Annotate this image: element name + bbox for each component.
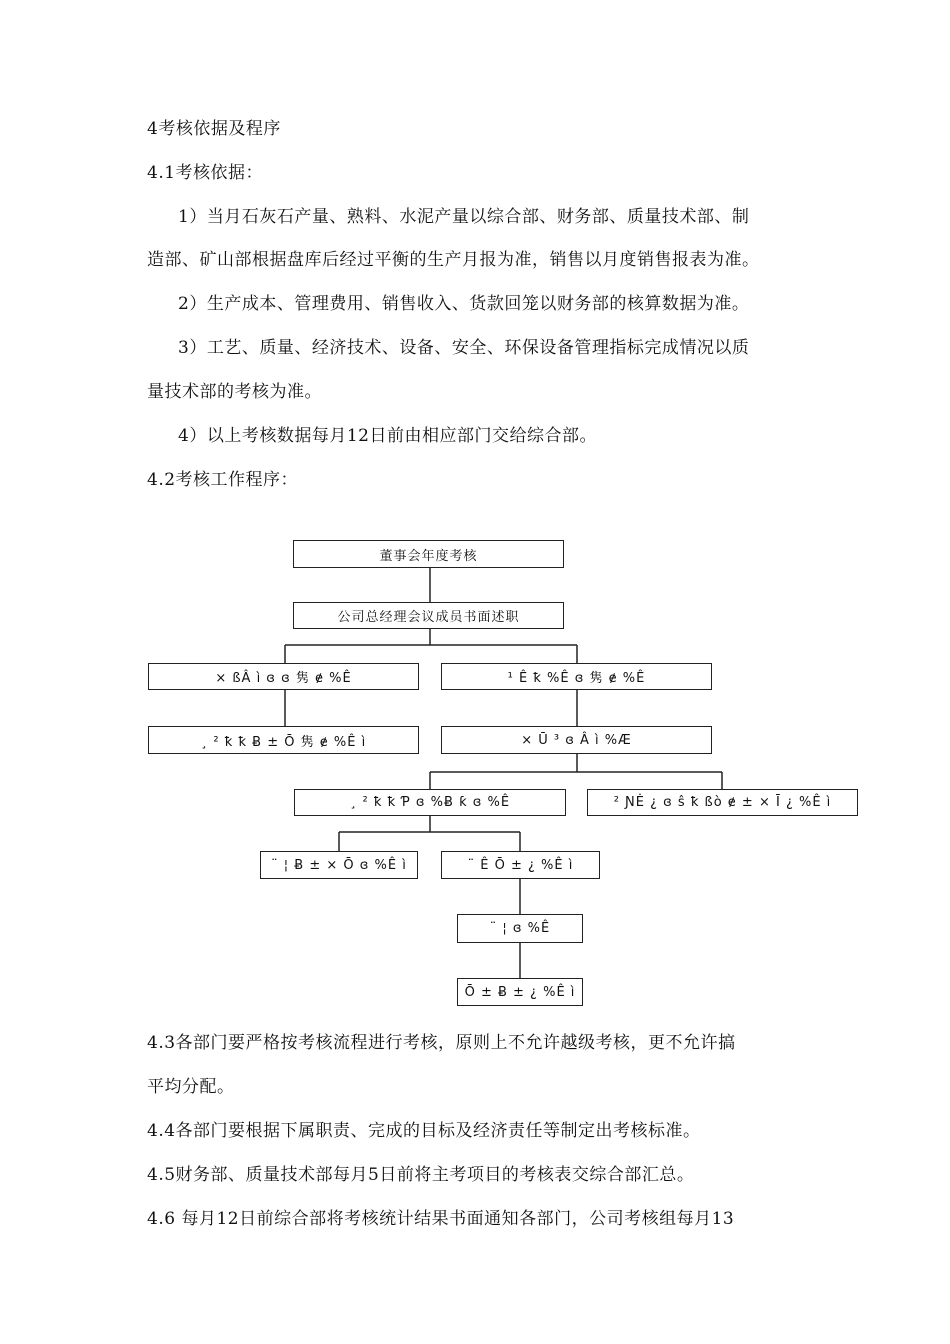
flow-box: ¸ ² ꝁ ꝁ Ƀ ± Ō 隽 ɇ %Ê ì bbox=[148, 726, 419, 754]
paragraph-line: 量技术部的考核为准。 bbox=[147, 382, 322, 402]
subsection-heading: 4.1考核依据： bbox=[147, 163, 264, 183]
flow-box: ¨ ¦ ɞ %Ê bbox=[457, 914, 583, 943]
paragraph-line: 平均分配。 bbox=[147, 1077, 235, 1097]
flow-box: ² ƝĖ ¿ ɞ ŝ ꝁ ßò ɇ ± × Ī ¿ %Ê ì bbox=[587, 789, 858, 816]
section-heading: 4考核依据及程序 bbox=[147, 119, 281, 139]
paragraph-line: 造部、矿山部根据盘库后经过平衡的生产月报为准，销售以月度销售报表为准。 bbox=[147, 250, 760, 270]
paragraph-line: 4.4各部门要根据下属职责、完成的目标及经济责任等制定出考核标准。 bbox=[147, 1121, 701, 1141]
flow-box: × Ū ³ ɞ Â ì %Æ bbox=[441, 726, 712, 754]
flow-box: ¸ ² ꝁ ꝁ Ƥ ɞ %Ƀ ƙ ɞ %Ê bbox=[294, 789, 566, 816]
flow-box: ¨ ¦ Ƀ ± × Ō ɞ %Ê ì bbox=[260, 851, 418, 879]
subsection-heading: 4.2考核工作程序： bbox=[147, 470, 299, 490]
paragraph-line: 4）以上考核数据每月12日前由相应部门交给综合部。 bbox=[178, 426, 597, 446]
paragraph-line: 4.6 每月12日前综合部将考核统计结果书面通知各部门，公司考核组每月13 bbox=[147, 1209, 735, 1229]
flow-box-board-review: 董事会年度考核 bbox=[293, 540, 564, 568]
paragraph-line: 4.5财务部、质量技术部每月5日前将主考项目的考核表交综合部汇总。 bbox=[147, 1165, 695, 1185]
flow-box-manager-report: 公司总经理会议成员书面述职 bbox=[293, 602, 564, 629]
paragraph-line: 2）生产成本、管理费用、销售收入、货款回笼以财务部的核算数据为准。 bbox=[178, 294, 750, 314]
flow-box: × ßÂ ì ɞ ɞ 隽 ɇ %Ê bbox=[148, 663, 419, 690]
paragraph-line: 4.3各部门要严格按考核流程进行考核，原则上不允许越级考核，更不允许搞 bbox=[147, 1033, 736, 1053]
flow-box: ¨ Ê Ō ± ¿ %Ê ì bbox=[441, 851, 600, 879]
flow-box: Ō ± Ƀ ± ¿ %Ê ì bbox=[457, 978, 583, 1006]
paragraph-line: 1）当月石灰石产量、熟料、水泥产量以综合部、财务部、质量技术部、制 bbox=[178, 207, 750, 227]
paragraph-line: 3）工艺、质量、经济技术、设备、安全、环保设备管理指标完成情况以质 bbox=[178, 338, 750, 358]
flow-box: ¹ Ê ꝁ %Ê ɞ 隽 ɇ %Ê bbox=[441, 663, 712, 690]
